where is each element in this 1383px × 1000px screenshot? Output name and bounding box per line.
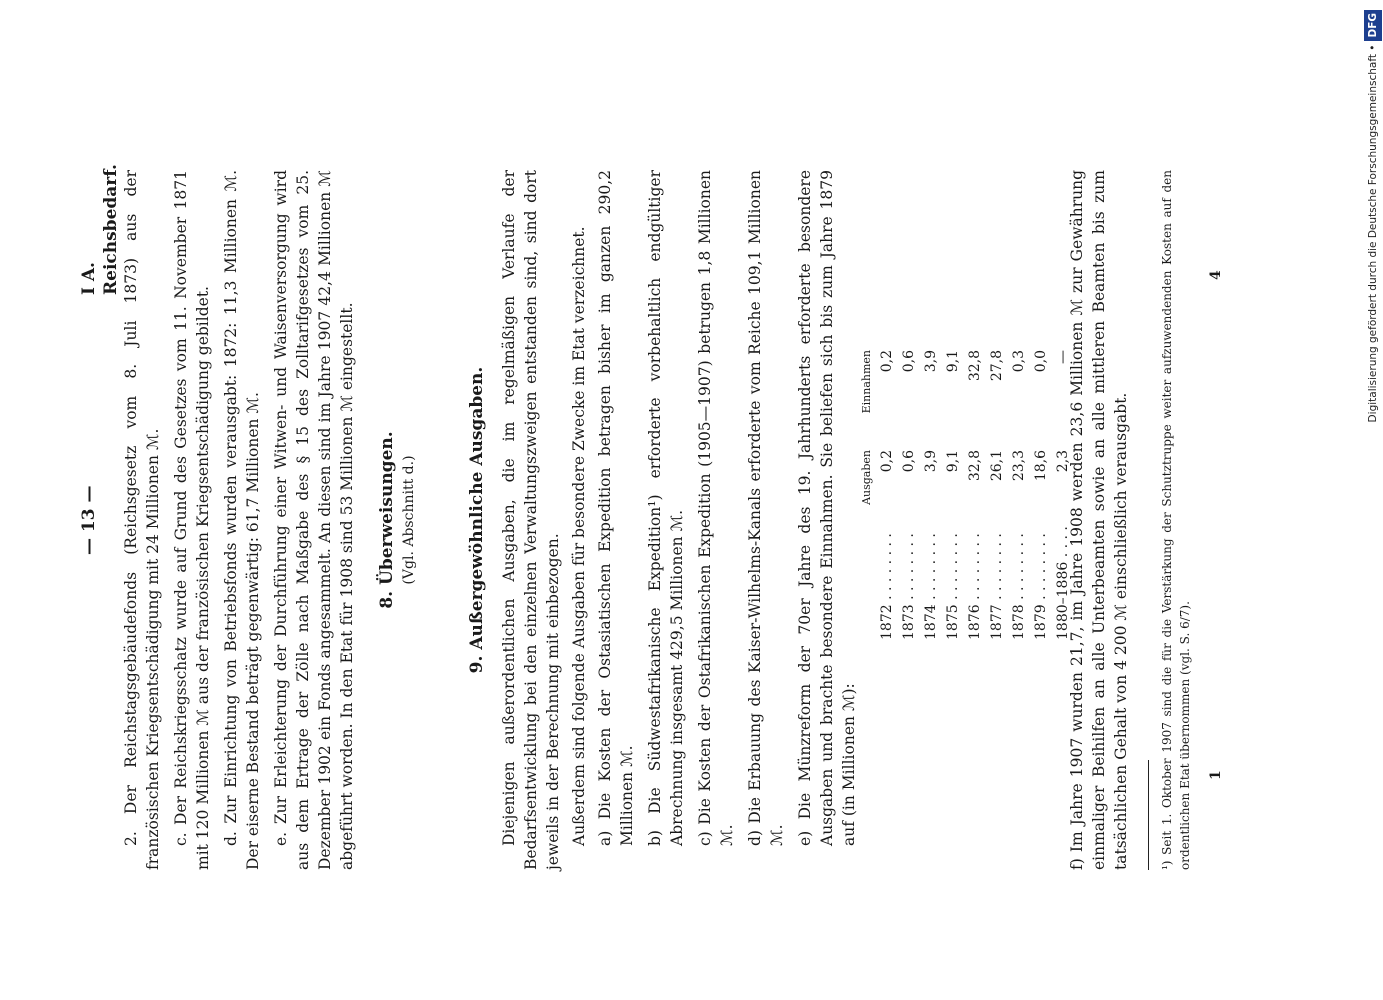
section-9-heading: 9. Außergewöhnliche Ausgaben. [467, 366, 487, 674]
signature-mark-left: 1 [1208, 770, 1224, 780]
muenzreform-table [856, 310, 1074, 670]
dfg-note-text: Digitalisierung gefördert durch die Deutsche Forschungsgemeinschaft • [1367, 44, 1379, 423]
row-einnahmen: 32,8 [967, 350, 983, 382]
list-item: a) Die Kosten der Ostasiatischen Expedition betragen bisher im ganzen 290,2 Millionen ℳ. [596, 170, 636, 846]
row-ausgaben: 0,6 [901, 450, 917, 473]
row-year: 1876 . . . . . . . . [967, 533, 983, 640]
running-title: I A. Reichsbedarf. [79, 164, 121, 295]
row-einnahmen: — [1055, 350, 1071, 364]
row-einnahmen: 27,8 [989, 350, 1005, 382]
row-einnahmen: 0,0 [1033, 350, 1049, 373]
row-ausgaben: 32,8 [967, 450, 983, 482]
table-row [920, 310, 942, 670]
section-subtitle: (Vgl. Abschnitt d.) [401, 455, 417, 585]
paragraph: 2. Der Reichstagsgebäudefonds (Reichsgesetz vom 8. Juli 1873) aus der französischen Kriegsentschädigung mit 24 Millionen ℳ. [122, 170, 162, 870]
item-f: f) Im Jahre 1907 wurden 21,7, im Jahre 1908 werden 23,6 Millionen ℳ zur Gewährung einmaliger Beihilfen an alle Unterbeamten sowie an alle mittleren Beamten bis zum tatsächlichen Gehalt von 4 200 ℳ einschließlich verausgabt. [1068, 170, 1130, 870]
row-year: 1872 . . . . . . . . [879, 533, 895, 640]
mid-paragraphs [498, 170, 866, 870]
list-item: b) Die Südwestafrikanische Expedition¹) erforderte vorbehaltlich endgültiger Abrechnung insgesamt 429,5 Millionen ℳ. [646, 170, 686, 846]
signature-mark-right: 4 [1208, 270, 1224, 280]
row-ausgaben: 3,9 [923, 450, 939, 473]
table-row [986, 310, 1008, 670]
section-8-heading [376, 170, 420, 870]
row-ausgaben: 26,1 [989, 450, 1005, 482]
col-header-einnahmen: Einnahmen [860, 350, 873, 414]
row-einnahmen: 3,9 [923, 350, 939, 373]
paragraph: Diejenigen außerordentlichen Ausgaben, die im regelmäßigen Verlaufe der Bedarfsentwicklung bei den einzelnen Verwaltungszweigen entstanden sind, sind dort jeweils in der Berechnung mit einbezogen. [500, 170, 562, 870]
paragraph: d. Zur Einrichtung von Betriebsfonds wurden verausgabt: 1872: 11,3 Millionen ℳ. Der eiserne Bestand beträgt gegenwärtig: 61,7 Millionen ℳ. [222, 170, 262, 870]
row-ausgaben: 0,2 [879, 450, 895, 473]
row-year: 1874 . . . . . . . . [923, 533, 939, 640]
row-year: 1877 . . . . . . . . [989, 533, 1005, 640]
dfg-logo: DFG [1364, 10, 1382, 41]
row-year: 1875 . . . . . . . . [945, 533, 961, 640]
row-year: 1880–1886 . . . . [1055, 526, 1071, 640]
table-row [1030, 310, 1052, 670]
dfg-funding-note [1364, 10, 1382, 990]
table-row [876, 310, 898, 670]
paragraph: Außerdem sind folgende Ausgaben für besondere Zwecke im Etat verzeichnet. [570, 226, 588, 846]
paragraph: c. Der Reichskriegsschatz wurde auf Grund des Gesetzes vom 11. November 1871 mit 120 Millionen ℳ aus der französischen Kriegsentschädigung gebildet. [172, 170, 212, 870]
col-header-ausgaben: Ausgaben [860, 450, 873, 505]
table-row [898, 310, 920, 670]
row-year: 1878 . . . . . . . . [1011, 533, 1027, 640]
footnote-rule [1148, 760, 1149, 870]
row-ausgaben: 2,3 [1055, 450, 1071, 473]
page-number: — 13 — [79, 485, 99, 555]
paragraph: e. Zur Erleichterung der Durchführung einer Witwen- und Waisenversorgung wird aus dem Ertrage der Zölle nach Maßgabe des § 15 des Zolltarifgesetzes vom 25. Dezember 1902 ein Fonds angesammelt. An diesen sind im Jahre 1907 42,4 Millionen ℳ abgeführt worden. In den Etat für 1908 sind 53 Millionen ℳ eingestellt. [272, 170, 356, 870]
list-item: c) Die Kosten der Ostafrikanischen Expedition (1905—1907) betrugen 1,8 Millionen ℳ. [696, 170, 736, 846]
list-item: e) Die Münzreform der 70er Jahre des 19. Jahrhunderts erforderte besondere Ausgaben und brachte besondere Einnahmen. Sie beliefen sich bis zum Jahre 1879 auf (in Millionen ℳ): [796, 170, 858, 846]
row-ausgaben: 9,1 [945, 450, 961, 473]
row-einnahmen: 0,3 [1011, 350, 1027, 373]
table-body [876, 310, 1074, 670]
row-year: 1879 . . . . . . . . [1033, 533, 1049, 640]
row-einnahmen: 0,2 [879, 350, 895, 373]
list-item: d) Die Erbauung des Kaiser-Wilhelms-Kanals erforderte vom Reiche 109,1 Millionen ℳ. [746, 170, 786, 846]
table-row [964, 310, 986, 670]
table-header [856, 310, 876, 670]
table-row [1008, 310, 1030, 670]
footnote: ¹) Seit 1. Oktober 1907 sind die für die Verstärkung der Schutztruppe weiter aufzuwendenden Kosten auf den ordentlichen Etat übernommen (vgl. S. 6/7). [1160, 170, 1192, 870]
row-einnahmen: 9,1 [945, 350, 961, 373]
row-einnahmen: 0,6 [901, 350, 917, 373]
top-paragraphs [120, 170, 364, 870]
table-row [942, 310, 964, 670]
row-year: 1873 . . . . . . . . [901, 533, 917, 640]
section-title: 8. Überweisungen. [377, 431, 397, 609]
row-ausgaben: 18,6 [1033, 450, 1049, 482]
row-ausgaben: 23,3 [1011, 450, 1027, 482]
